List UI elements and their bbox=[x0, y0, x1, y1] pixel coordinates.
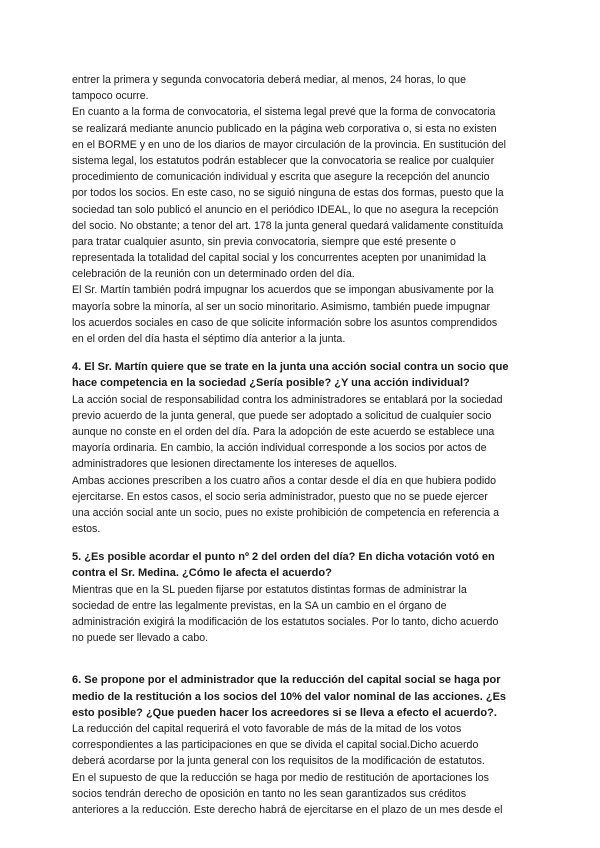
paragraph-line: sociedad tan solo publicó el anuncio en el periódico IDEAL, lo que no asegura la recepción bbox=[72, 203, 499, 216]
paragraph-line: sistema legal, los estatutos podrán establecer que la convocatoria se realice por cualquier bbox=[72, 154, 495, 167]
paragraph-line: deberá acordarse por la junta general con los requisitos de la modificación de estatutos. bbox=[72, 755, 485, 768]
paragraph-line: procedimiento de comunicación individual y escrita que asegure la recepción del anuncio bbox=[72, 171, 490, 184]
question-5-section bbox=[72, 549, 534, 646]
question-4-heading: 4. El Sr. Martín quiere que se trate en la junta una acción social contra un socio que bbox=[72, 361, 509, 374]
paragraph-line: estos. bbox=[72, 523, 101, 536]
intro-section bbox=[72, 72, 534, 347]
question-4-heading: hace competencia en la sociedad ¿Sería posible? ¿Y una acción individual? bbox=[72, 377, 470, 390]
paragraph-line: no puede ser llevado a cabo. bbox=[72, 632, 209, 645]
paragraph-line: en el BORME y en uno de los diarios de mayor circulación de la provincia. En sustitución del bbox=[72, 138, 506, 151]
paragraph-line: socios tendrán derecho de oposición en tanto no les sean garantizados sus créditos bbox=[72, 787, 466, 800]
paragraph-line: En cuanto a la forma de convocatoria, el sistema legal prevé que la forma de convocatoria bbox=[72, 106, 496, 119]
paragraph-line: los acuerdos sociales en caso de que solicite información sobre los asuntos comprendidos bbox=[72, 316, 498, 329]
paragraph-line: Ambas acciones prescriben a los cuatro años a contar desde el día en que hubiera podido bbox=[72, 474, 497, 487]
paragraph-line: previo acuerdo de la junta general, que puede ser adoptado a solicitud de cualquier socio bbox=[72, 409, 492, 422]
paragraph-line: sociedad de entre las legalmente previstas, en la SA un cambio en el órgano de bbox=[72, 599, 447, 612]
paragraph-line: aunque no conste en el orden del día. Para la adopción de este acuerdo se establece una bbox=[72, 425, 495, 438]
paragraph-line: La acción social de responsabilidad contra los administradores se entablará por la sociedad bbox=[72, 393, 503, 406]
paragraph-line: tampoco ocurre. bbox=[72, 90, 149, 103]
question-6-section bbox=[72, 672, 534, 818]
paragraph-line: administradores que lesionen directamente los intereses de aquellos. bbox=[72, 458, 398, 471]
paragraph-line: entrer la primera y segunda convocatoria deberá mediar, al menos, 24 horas, lo que bbox=[72, 74, 466, 86]
paragraph-line: celebración de la reunión con un determinado orden del día. bbox=[72, 268, 355, 281]
paragraph-line: En el supuesto de que la reducción se haga por medio de restitución de aportaciones los bbox=[72, 771, 489, 784]
question-4-section bbox=[72, 359, 534, 537]
question-6-heading: medio de la restitución a los socios del 10% del valor nominal de las acciones. ¿Es bbox=[72, 690, 507, 703]
paragraph-line: correspondientes a las participaciones en que se divida el capital social.Dicho acuerdo bbox=[72, 739, 479, 752]
document-page bbox=[72, 72, 534, 818]
paragraph-line: una acción social ante un socio, pues no existe prohibición de competencia en referencia a bbox=[72, 506, 499, 519]
paragraph-line: La reducción del capital requerirá el voto favorable de más de la mitad de los votos bbox=[72, 722, 462, 735]
paragraph-line: administración exigirá la modificación de los estatutos sociales. Por lo tanto, dicho acuerdo bbox=[72, 616, 499, 628]
question-5-heading: 5. ¿Es posible acordar el punto nº 2 del orden del día? En dicha votación votó en bbox=[72, 551, 495, 564]
paragraph-line: mayoría sobre la minoría, al ser un socio minoritario. Asimismo, también puede impugnar bbox=[72, 300, 491, 313]
paragraph-line: mayoría ordinaria. En cambio, la acción individual corresponde a los socios por actos de bbox=[72, 442, 487, 455]
question-6-heading: esto posible? ¿Que pueden hacer los acreedores si se lleva a efecto el acuerdo?. bbox=[72, 706, 497, 719]
paragraph-line: por todos los socios. En este caso, no se siguió ninguna de estas dos formas, puesto que la bbox=[72, 187, 504, 200]
paragraph-line: para tratar cualquier asunto, sin previa convocatoria, siempre que esté presente o bbox=[72, 235, 456, 248]
question-5-heading: contra el Sr. Medina. ¿Cómo le afecta el acuerdo? bbox=[72, 567, 332, 580]
paragraph-line: Mientras que en la SL pueden fijarse por estatutos distintas formas de administrar la bbox=[72, 583, 467, 596]
paragraph-line: del socio. No obstante; a tenor del art. 178 la junta general quedará validamente constituída bbox=[72, 219, 504, 232]
question-6-heading: 6. Se propone por el administrador que la reducción del capital social se haga por bbox=[72, 674, 501, 687]
paragraph-line: ejercitarse. En estos casos, el socio seria administrador, puesto que no se puede ejercer bbox=[72, 490, 488, 503]
paragraph-line: El Sr. Martín también podrá impugnar los acuerdos que se impongan abusivamente por la bbox=[72, 284, 494, 297]
paragraph-line: anteriores a la reducción. Este derecho habrá de ejercitarse en el plazo de un mes desde el bbox=[72, 803, 503, 816]
paragraph-line: en el orden del día hasta el séptimo día anterior a la junta. bbox=[72, 333, 346, 345]
paragraph-line: se realizará mediante anuncio publicado en la página web corporativa o, si esta no existen bbox=[72, 122, 497, 135]
paragraph-line: representada la totalidad del capital social y los concurrentes acepten por unanimidad la bbox=[72, 252, 486, 265]
